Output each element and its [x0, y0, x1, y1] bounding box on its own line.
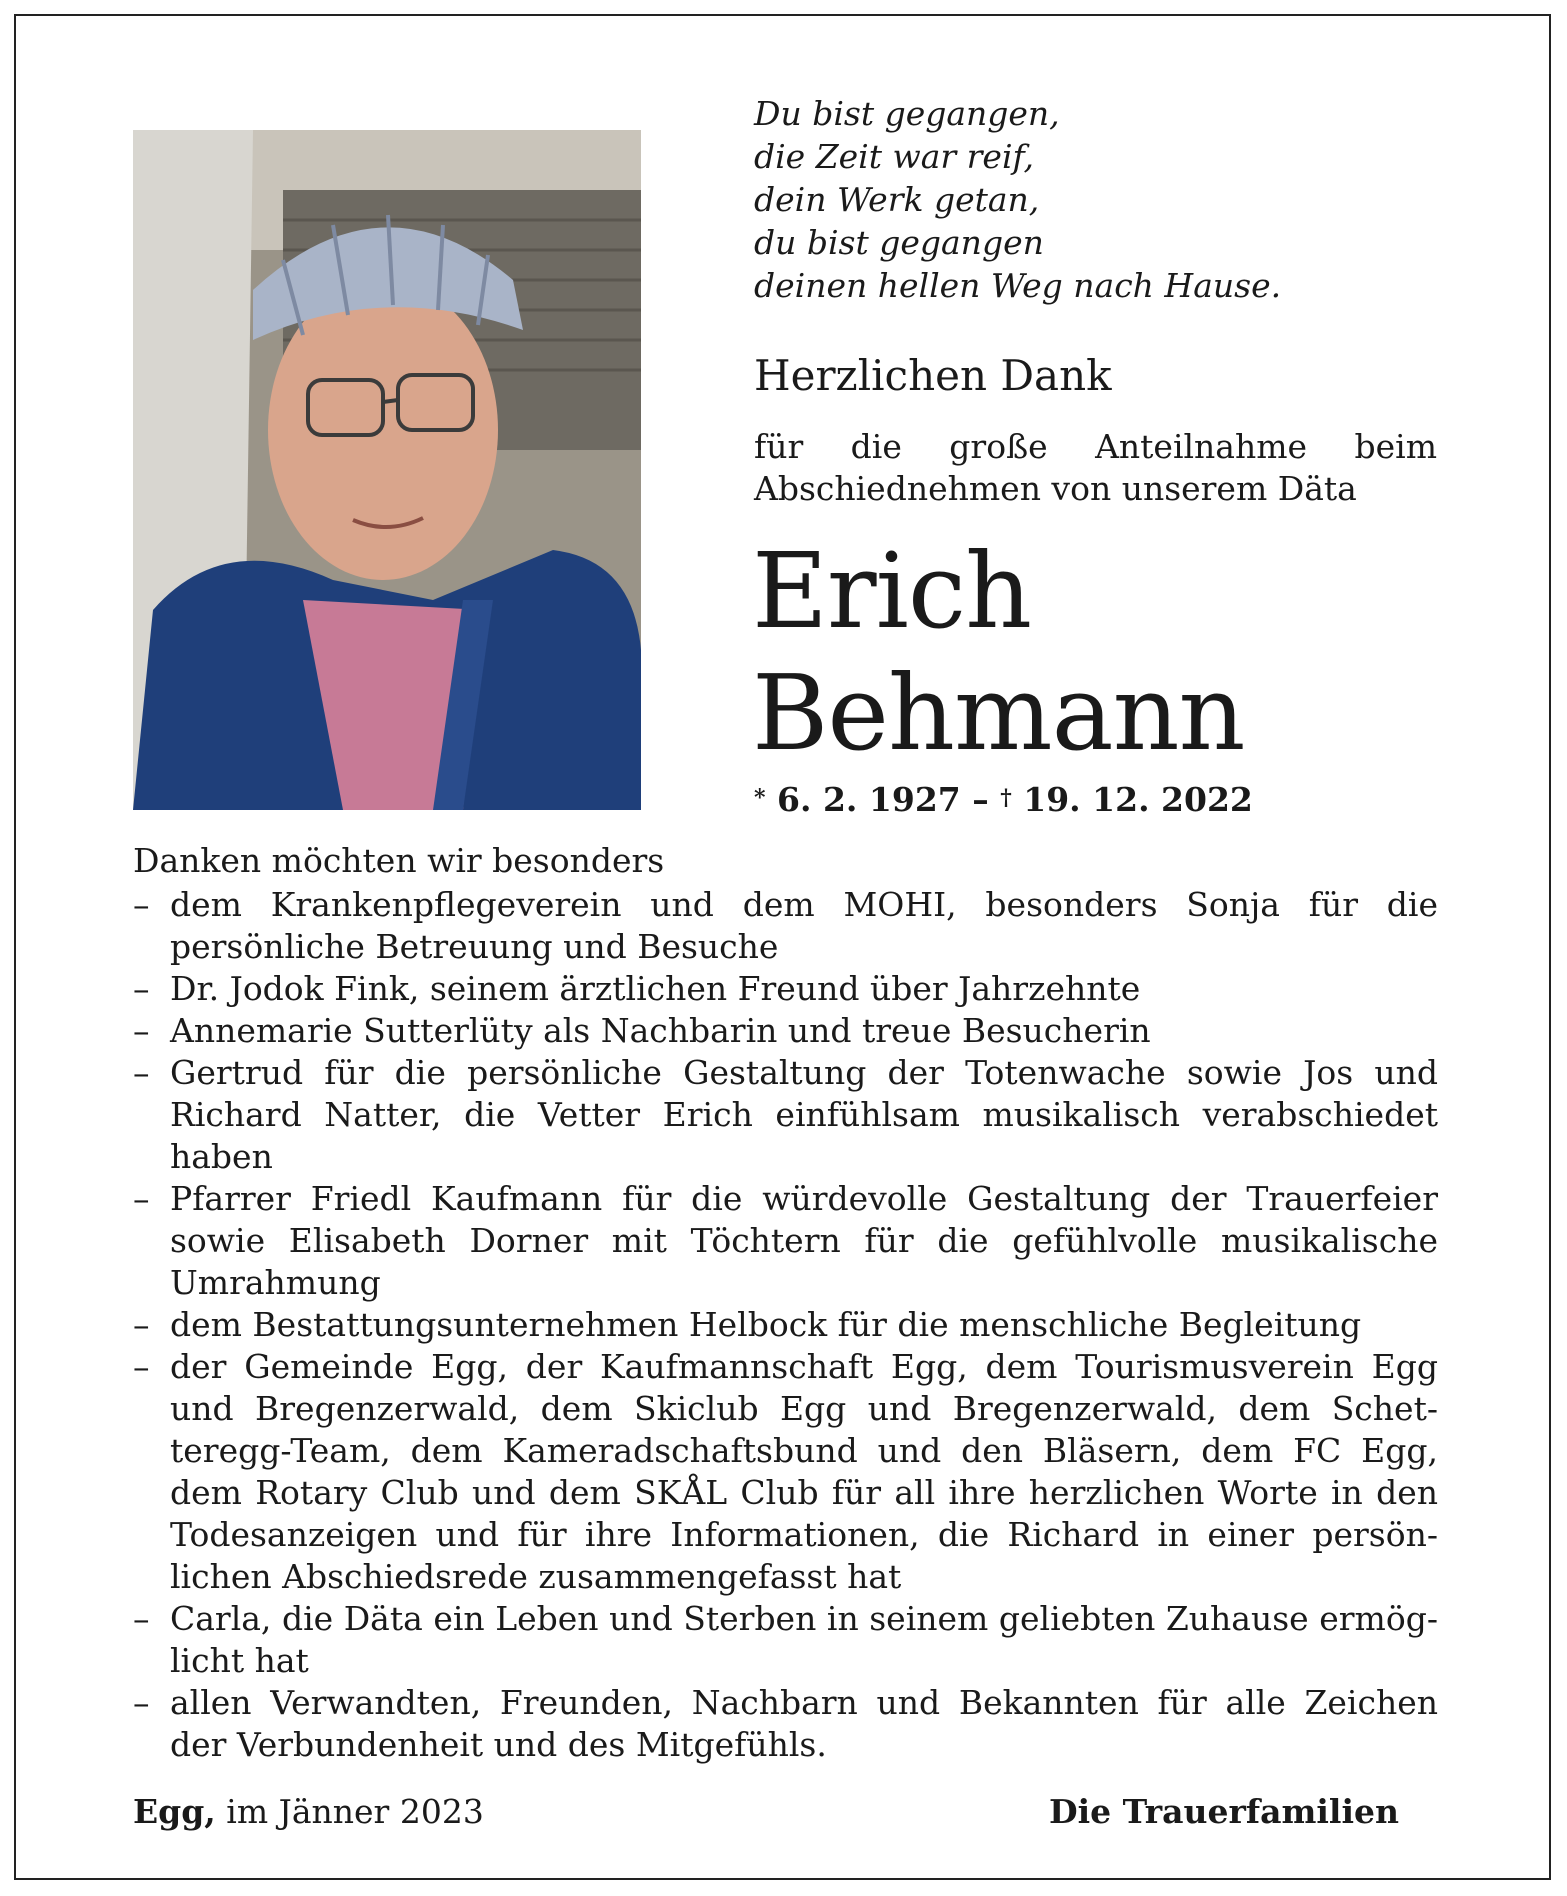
dash: – [133, 885, 150, 924]
list-item [133, 1010, 1438, 1052]
poem-line: Du bist gegangen, [754, 94, 1060, 133]
place-date [133, 1791, 484, 1833]
thanks-lead: Danken möchten wir besonders [133, 841, 665, 880]
list-item-text: allen Verwandten, Freunden, Nachbarn und Bekannten für alle Zeichen der Verbundenheit und des Mitgefühls. [170, 1683, 1438, 1764]
place: Egg, [133, 1792, 216, 1831]
list-item-text: Annemarie Sutterlüty als Nachbarin und treue Besucherin [170, 1011, 1151, 1050]
dash: – [133, 1347, 150, 1386]
dash: – [133, 1599, 150, 1638]
thanks-list [133, 884, 1438, 1766]
list-item [133, 1304, 1438, 1346]
signature: Die Trauerfamilien [1048, 1792, 1399, 1831]
list-item [133, 1178, 1438, 1304]
first-name: Erich [752, 530, 1032, 652]
date-text: im Jänner 2023 [215, 1792, 484, 1831]
list-item [133, 1598, 1438, 1682]
last-name: Behmann [752, 652, 1245, 774]
life-dates [754, 778, 1253, 822]
date-separator: – [960, 780, 1001, 819]
birth-date: 6. 2. 1927 [777, 780, 961, 819]
birth-symbol: * [754, 785, 766, 811]
list-item-text: der Gemeinde Egg, der Kaufmannschaft Egg, dem Tourismusverein Egg und Bregenzerwald, dem Skiclub Egg und Bregenzerwald, dem Schetteregg-Team, dem Kameradschaftsbund und den Bläsern, dem FC Egg, dem Rotary Club und dem SKÅL Club für all ihre herzlichen Worte in den Todesanzeigen und für ihre Informationen, die Richard in einer persönlichen Abschiedsrede zusammengefasst hat [170, 1347, 1438, 1596]
death-date: 19. 12. 2022 [1023, 780, 1253, 819]
dash: – [133, 1011, 150, 1050]
list-item-text: Pfarrer Friedl Kaufmann für die würdevolle Gestaltung der Trauerfeier sowie Elisabeth Dorner mit Töchtern für die gefühlvolle musikalische Umrahmung [170, 1179, 1438, 1302]
death-symbol: † [1000, 785, 1012, 811]
list-item [133, 1682, 1438, 1766]
list-item [133, 1052, 1438, 1178]
portrait-photo [133, 130, 641, 810]
list-item-text: Dr. Jodok Fink, seinem ärztlichen Freund über Jahrzehnte [170, 969, 1141, 1008]
intro-text: für die große Anteilnahme beim Abschiednehmen von unserem Däta [754, 427, 1437, 508]
dash: – [133, 1053, 150, 1092]
list-item [133, 968, 1438, 1010]
poem-line: dein Werk getan, [754, 180, 1040, 219]
dash: – [133, 1179, 150, 1218]
dash: – [133, 1683, 150, 1722]
list-item [133, 884, 1438, 968]
poem-line: du bist gegangen [754, 223, 1044, 262]
list-item-text: Gertrud für die persönliche Gestaltung der Totenwache sowie Jos und Richard Natter, die Vetter Erich einfühlsam musikalisch verabschiedet haben [170, 1053, 1438, 1176]
list-item-text: dem Krankenpflegeverein und dem MOHI, besonders Sonja für die persönliche Betreuung und Besuche [170, 885, 1438, 966]
list-item-text: Carla, die Däta ein Leben und Sterben in seinem geliebten Zuhause ermöglicht hat [170, 1599, 1438, 1680]
poem-line: die Zeit war reif, [754, 137, 1035, 176]
list-item-text: dem Bestattungsunternehmen Helbock für die menschliche Begleitung [170, 1305, 1362, 1344]
poem-line: deinen hellen Weg nach Hause. [754, 266, 1282, 305]
poem [754, 92, 1454, 307]
list-item [133, 1346, 1438, 1598]
deceased-name [752, 530, 1245, 774]
thanks-heading: Herzlichen Dank [754, 351, 1112, 400]
dash: – [133, 1305, 150, 1344]
dash: – [133, 969, 150, 1008]
